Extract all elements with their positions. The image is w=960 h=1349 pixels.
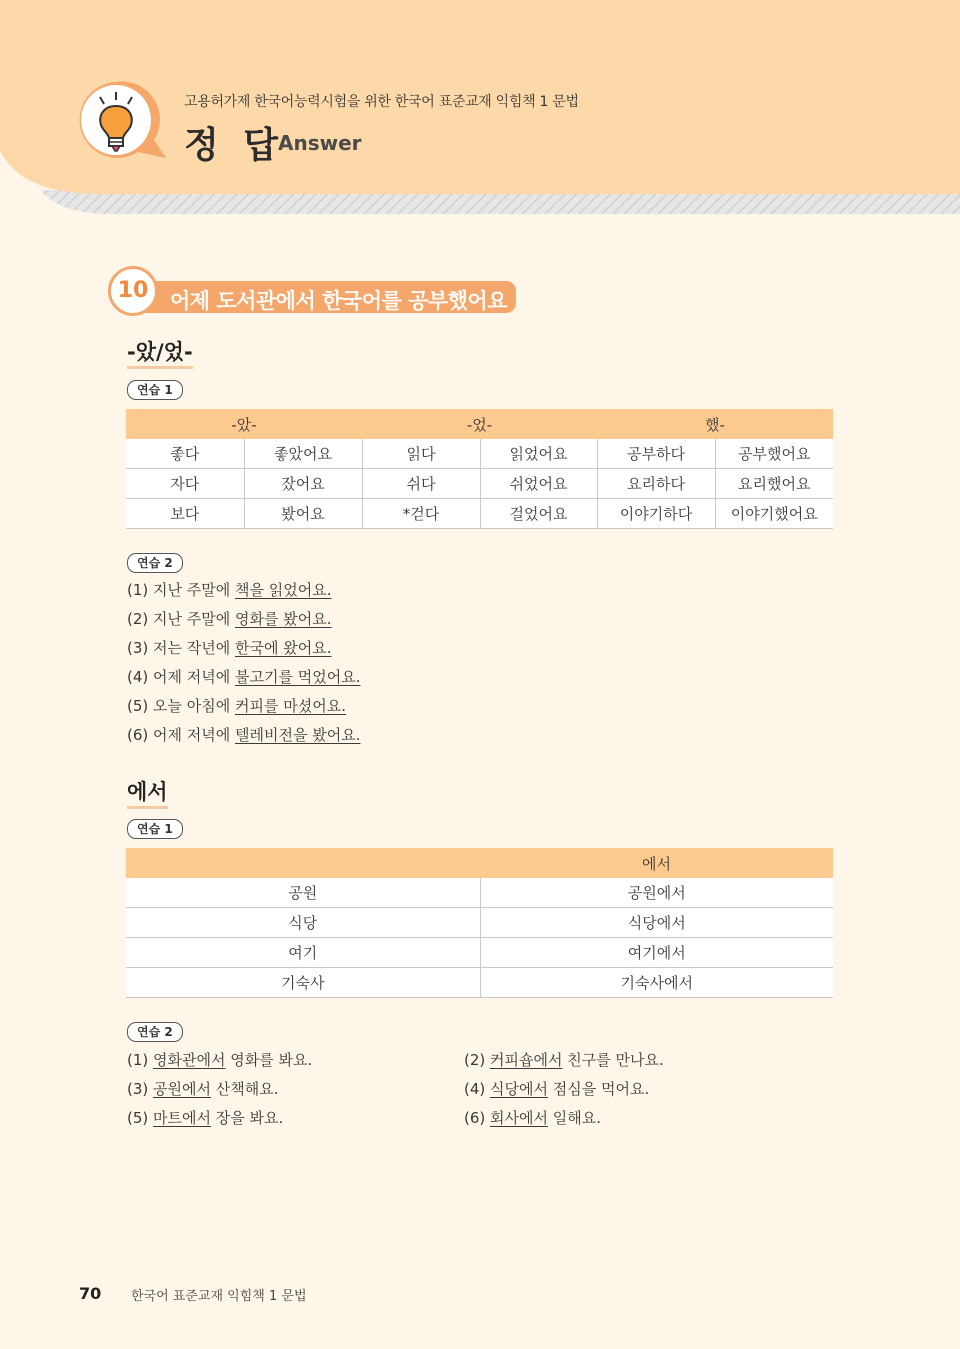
answer-list-right [464,1046,664,1133]
table-row [126,469,833,499]
table-cell: 쉬다 [362,469,480,499]
table-cell: 읽다 [362,439,480,469]
grammar-section-title-text: -았/었- [127,340,193,364]
table-cell: 식당에서 [480,908,833,938]
question-prefix: (4) 어제 저녁에 [127,668,236,686]
practice-badge: 연습 1 [127,380,183,400]
question-prefix: (1) [127,1051,154,1069]
list-item [127,1046,312,1075]
answer-text: 커피를 마셨어요. [235,697,346,715]
answer-text: 식당에서 [490,1080,548,1098]
grammar-section-title [127,336,193,366]
question-prefix: (5) 오늘 아침에 [127,697,236,715]
question-prefix: (2) [464,1051,491,1069]
table-cell: 이야기했어요 [715,499,833,529]
lesson-number: 10 [108,266,158,316]
list-item [464,1046,664,1075]
table-header: 했- [597,409,833,439]
list-item [127,692,360,721]
question-suffix: 친구를 만나요. [562,1051,664,1069]
table-cell: *걷다 [362,499,480,529]
question-suffix: 영화를 봐요. [225,1051,313,1069]
list-item [464,1075,664,1104]
grammar-section-title-text: 에서 [127,780,168,804]
list-item [127,1075,312,1104]
table-cell: 보다 [126,499,244,529]
question-prefix: (1) 지난 주말에 [127,581,236,599]
table-cell: 요리했어요 [715,469,833,499]
book-subtitle: 고용허가제 한국어능력시험을 위한 한국어 표준교재 익힘책 1 문법 [184,94,579,110]
page-title: 정 답 [184,125,285,166]
table-cell: 봤어요 [244,499,362,529]
list-item [464,1104,664,1133]
list-item [127,605,360,634]
table-cell: 이야기하다 [597,499,715,529]
list-item [127,663,360,692]
question-suffix: 점심을 먹어요. [547,1080,650,1098]
question-prefix: (6) 어제 저녁에 [127,726,236,744]
title-underline [127,366,193,369]
answer-list [127,576,360,750]
table-cell: 식당 [126,908,480,938]
conjugation-table [126,409,833,529]
table-cell: 좋았어요 [244,439,362,469]
title-underline [127,806,168,809]
table-cell: 걸었어요 [480,499,597,529]
question-prefix: (4) [464,1080,491,1098]
answer-text: 마트에서 [153,1109,211,1127]
list-item [127,1104,312,1133]
answer-text: 영화를 봤어요. [235,610,332,628]
answer-text: 회사에서 [490,1109,548,1127]
page-number: 70 [79,1284,102,1303]
table-cell: 여기 [126,938,480,968]
question-prefix: (3) 저는 작년에 [127,639,236,657]
table-header: -었- [362,409,597,439]
location-table [126,848,833,998]
list-item [127,721,360,750]
question-suffix: 산책해요. [210,1080,279,1098]
table-cell: 좋다 [126,439,244,469]
table-cell: 자다 [126,469,244,499]
question-prefix: (6) [464,1109,491,1127]
table-row [126,908,833,938]
table-cell: 잤어요 [244,469,362,499]
question-prefix: (3) [127,1080,154,1098]
answer-text: 책을 읽었어요. [235,581,332,599]
answer-text: 커피숍에서 [490,1051,563,1069]
table-cell: 공원 [126,878,480,908]
list-item [127,576,360,605]
table-row [126,439,833,469]
table-cell: 읽었어요 [480,439,597,469]
table-header-row [126,409,833,439]
table-cell: 기숙사 [126,968,480,998]
answer-text: 텔레비전을 봤어요. [235,726,361,744]
table-row [126,499,833,529]
practice-badge: 연습 2 [127,1022,183,1042]
lightbulb-icon [76,80,168,164]
table-row [126,878,833,908]
list-item [127,634,360,663]
answer-text: 한국에 왔어요. [235,639,332,657]
table-header: -았- [126,409,362,439]
table-cell: 요리하다 [597,469,715,499]
table-header [126,848,480,878]
page-title-english: Answer [278,131,362,155]
answer-text: 불고기를 먹었어요. [235,668,361,686]
table-cell: 쉬었어요 [480,469,597,499]
question-prefix: (5) [127,1109,154,1127]
footer-book-title: 한국어 표준교재 익힘책 1 문법 [131,1289,307,1304]
table-cell: 기숙사에서 [480,968,833,998]
practice-badge: 연습 2 [127,553,183,573]
lesson-title: 어제 도서관에서 한국어를 공부했어요 [170,289,508,313]
table-cell: 공부했어요 [715,439,833,469]
answer-text: 공원에서 [153,1080,211,1098]
question-suffix: 일해요. [547,1109,601,1127]
grammar-section-title [127,776,168,806]
table-row [126,938,833,968]
practice-badge: 연습 1 [127,819,183,839]
table-row [126,968,833,998]
question-suffix: 장을 봐요. [210,1109,284,1127]
table-cell: 공부하다 [597,439,715,469]
question-prefix: (2) 지난 주말에 [127,610,236,628]
table-cell: 여기에서 [480,938,833,968]
answer-text: 영화관에서 [153,1051,226,1069]
answer-list-left [127,1046,312,1133]
table-header-row [126,848,833,878]
table-header: 에서 [480,848,833,878]
table-cell: 공원에서 [480,878,833,908]
